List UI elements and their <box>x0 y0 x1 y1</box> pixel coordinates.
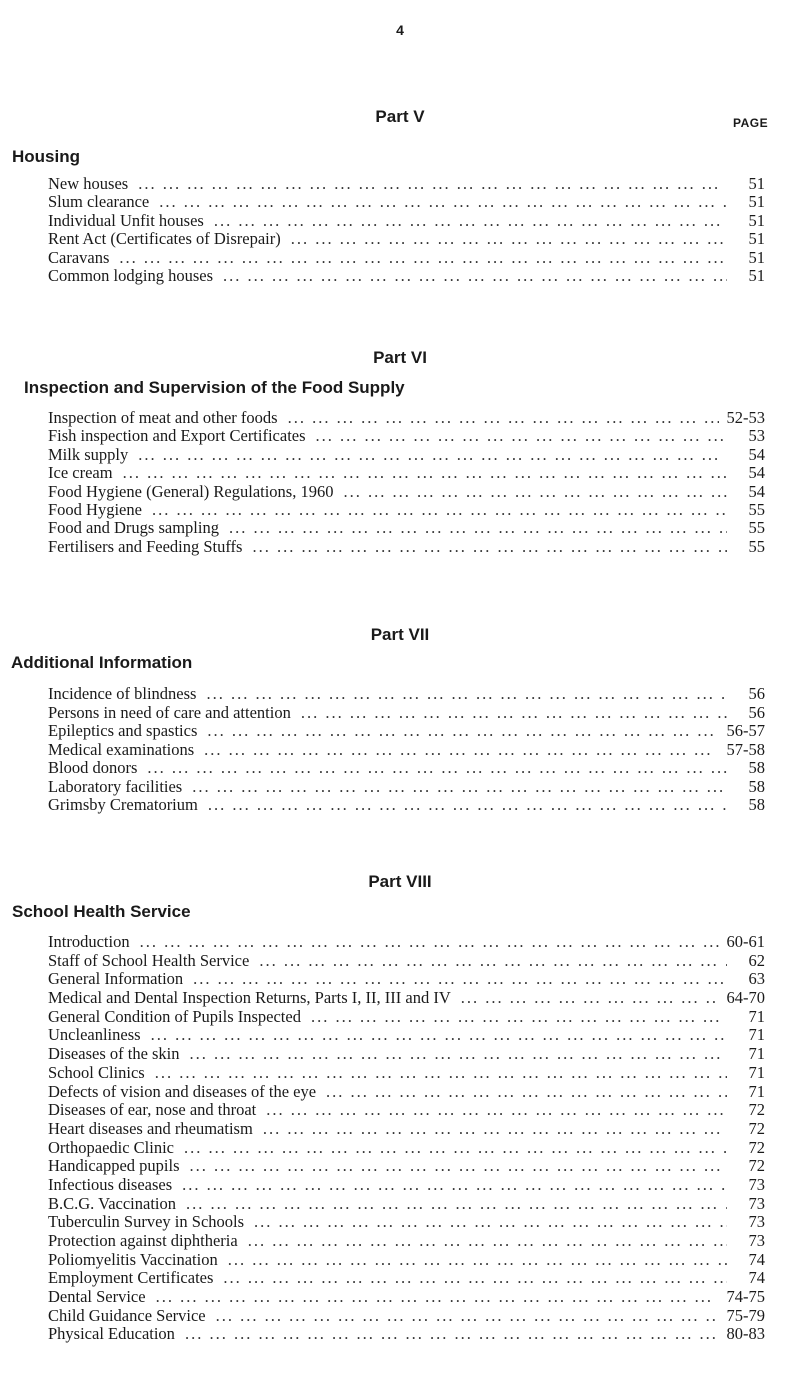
toc-entry-label: Caravans <box>48 247 110 267</box>
toc-entry <box>48 249 765 267</box>
toc-entry-label: Defects of vision and diseases of the eye <box>48 1081 317 1101</box>
toc-entry-page: 51 <box>748 265 765 285</box>
toc-entry-label: Medical examinations <box>48 739 195 759</box>
toc-entry <box>48 1307 765 1326</box>
toc-entry <box>48 1064 765 1083</box>
dot-leader <box>192 778 727 796</box>
toc-entry-label: Tuberculin Survey in Schools <box>48 1212 245 1232</box>
toc-entry-page: 73 <box>748 1174 765 1194</box>
dot-leader <box>316 427 727 445</box>
dot-leader <box>254 1213 727 1231</box>
dot-leader <box>159 193 727 211</box>
dot-leader <box>263 1120 727 1138</box>
toc-entry <box>48 778 765 797</box>
section-heading-housing: Housing <box>12 147 80 166</box>
toc-entry-label: Poliomyelitis Vaccination <box>48 1249 218 1269</box>
toc-entry <box>48 1157 765 1176</box>
toc-entry-label: Heart diseases and rheumatism <box>48 1118 253 1138</box>
toc-entry-page: 71 <box>748 1062 765 1082</box>
toc-entry-page: 71 <box>748 1081 765 1101</box>
toc-entry-page: 75-79 <box>726 1305 765 1325</box>
dot-leader <box>204 741 718 759</box>
toc-list-additional-info <box>48 685 765 815</box>
toc-entry-label: Employment Certificates <box>48 1268 214 1288</box>
toc-entry-label: Medical and Dental Inspection Returns, Parts I, II, III and IV <box>48 988 451 1008</box>
toc-entry <box>48 519 765 537</box>
toc-entry-label: Food Hygiene <box>48 499 142 519</box>
toc-entry <box>48 175 765 193</box>
dot-leader <box>140 933 719 951</box>
page-column-label: PAGE <box>733 116 769 130</box>
dot-leader <box>266 1101 727 1119</box>
toc-entry-page: 51 <box>748 229 765 249</box>
toc-entry-label: General Condition of Pupils Inspected <box>48 1006 301 1026</box>
toc-list-housing <box>48 175 765 285</box>
toc-entry <box>48 409 765 427</box>
toc-entry <box>48 741 765 760</box>
toc-entry-label: Dental Service <box>48 1287 146 1307</box>
toc-entry-page: 51 <box>748 192 765 212</box>
toc-list-food-supply <box>48 409 765 556</box>
toc-entry <box>48 1139 765 1158</box>
toc-entry-page: 64-70 <box>726 988 765 1008</box>
toc-entry <box>48 989 765 1008</box>
toc-entry <box>48 685 765 704</box>
toc-entry-label: Fish inspection and Export Certificates <box>48 426 306 446</box>
toc-entry <box>48 704 765 723</box>
dot-leader <box>206 685 727 703</box>
toc-entry-label: Diseases of the skin <box>48 1044 180 1064</box>
toc-entry <box>48 1120 765 1139</box>
dot-leader <box>291 230 727 248</box>
toc-entry <box>48 483 765 501</box>
toc-entry-page: 73 <box>748 1193 765 1213</box>
toc-entry-page: 74-75 <box>726 1287 765 1307</box>
toc-entry <box>48 796 765 815</box>
toc-entry-page: 51 <box>748 210 765 230</box>
section-heading-food-supply: Inspection and Supervision of the Food Supply <box>24 378 405 397</box>
toc-entry-label: Inspection of meat and other foods <box>48 408 278 427</box>
toc-entry-label: Persons in need of care and attention <box>48 702 291 722</box>
toc-entry-page: 56-57 <box>726 721 765 740</box>
dot-leader <box>152 501 727 519</box>
toc-entry-label: Physical Education <box>48 1324 175 1344</box>
toc-entry <box>48 446 765 464</box>
dot-leader <box>311 1008 727 1026</box>
toc-entry-page: 51 <box>748 174 765 193</box>
dot-leader <box>301 704 727 722</box>
dot-leader <box>190 1157 727 1175</box>
toc-entry-label: Fertilisers and Feeding Stuffs <box>48 536 243 556</box>
toc-entry <box>48 212 765 230</box>
dot-leader <box>123 464 727 482</box>
toc-entry <box>48 1083 765 1102</box>
toc-entry-label: Child Guidance Service <box>48 1305 206 1325</box>
toc-entry-label: Uncleanliness <box>48 1025 141 1045</box>
toc-entry-page: 52-53 <box>726 408 765 427</box>
toc-entry-label: Epileptics and spastics <box>48 721 198 740</box>
toc-entry <box>48 933 765 952</box>
toc-entry-page: 72 <box>748 1100 765 1120</box>
dot-leader <box>288 409 719 427</box>
toc-entry-page: 63 <box>748 969 765 989</box>
dot-leader <box>185 1325 719 1343</box>
dot-leader <box>151 1026 727 1044</box>
toc-entry <box>48 970 765 989</box>
toc-entry <box>48 1269 765 1288</box>
toc-entry-page: 58 <box>748 758 765 777</box>
dot-leader <box>259 952 727 970</box>
toc-entry <box>48 464 765 482</box>
dot-leader <box>119 249 727 267</box>
toc-entry-label: Slum clearance <box>48 192 150 212</box>
toc-entry <box>48 538 765 556</box>
toc-entry-page: 55 <box>748 536 765 556</box>
toc-entry <box>48 1288 765 1307</box>
toc-entry-label: Milk supply <box>48 444 129 464</box>
dot-leader <box>214 212 727 230</box>
toc-entry-label: Handicapped pupils <box>48 1156 180 1176</box>
toc-entry-label: Individual Unfit houses <box>48 210 204 230</box>
toc-entry-page: 54 <box>748 481 765 501</box>
section-heading-additional-info: Additional Information <box>11 653 193 672</box>
toc-entry <box>48 230 765 248</box>
dot-leader <box>190 1045 727 1063</box>
dot-leader <box>223 267 727 285</box>
toc-entry-label: Orthopaedic Clinic <box>48 1137 175 1157</box>
toc-entry <box>48 759 765 778</box>
toc-entry-page: 54 <box>748 444 765 464</box>
toc-entry-label: Rent Act (Certificates of Disrepair) <box>48 229 281 249</box>
toc-entry <box>48 1213 765 1232</box>
dot-leader <box>184 1139 727 1157</box>
dot-leader <box>229 519 727 537</box>
toc-entry-page: 71 <box>748 1006 765 1026</box>
toc-entry-page: 56 <box>748 702 765 722</box>
toc-entry-page: 73 <box>748 1212 765 1232</box>
toc-entry-page: 51 <box>748 247 765 267</box>
toc-entry <box>48 952 765 971</box>
toc-entry-page: 71 <box>748 1044 765 1064</box>
toc-entry <box>48 427 765 445</box>
dot-leader <box>461 989 719 1007</box>
toc-entry-label: Food and Drugs sampling <box>48 518 219 538</box>
toc-entry-label: Incidence of blindness <box>48 684 197 703</box>
dot-leader <box>193 970 727 988</box>
part-title-vi: Part VI <box>373 348 427 367</box>
toc-entry-page: 72 <box>748 1137 765 1157</box>
section-heading-school-health: School Health Service <box>12 902 191 921</box>
dot-leader <box>156 1288 719 1306</box>
toc-entry-page: 74 <box>748 1268 765 1288</box>
dot-leader <box>252 538 727 556</box>
dot-leader <box>326 1083 727 1101</box>
toc-entry-page: 73 <box>748 1231 765 1250</box>
dot-leader <box>343 483 727 501</box>
page-number: 4 <box>396 22 404 38</box>
toc-entry-label: School Clinics <box>48 1062 145 1082</box>
toc-entry-label: Food Hygiene (General) Regulations, 1960 <box>48 481 334 501</box>
dot-leader <box>223 1269 727 1287</box>
toc-entry-label: Introduction <box>48 932 130 951</box>
dot-leader <box>155 1064 727 1082</box>
toc-entry <box>48 722 765 741</box>
toc-entry-page: 58 <box>748 795 765 814</box>
toc-entry-page: 54 <box>748 463 765 483</box>
dot-leader <box>147 759 727 777</box>
toc-entry <box>48 501 765 519</box>
toc-entry-label: Protection against diphtheria <box>48 1231 238 1250</box>
toc-entry-page: 57-58 <box>726 739 765 759</box>
toc-entry-page: 72 <box>748 1118 765 1138</box>
toc-entry-page: 56 <box>748 684 765 703</box>
dot-leader <box>248 1232 727 1250</box>
dot-leader <box>138 175 727 193</box>
toc-entry <box>48 1176 765 1195</box>
dot-leader <box>216 1307 719 1325</box>
dot-leader <box>208 796 727 814</box>
toc-entry-label: Laboratory facilities <box>48 776 183 796</box>
toc-entry-label: New houses <box>48 174 129 193</box>
part-title-vii: Part VII <box>370 625 430 644</box>
toc-entry-label: Staff of School Health Service <box>48 950 250 970</box>
toc-entry-page: 62 <box>748 950 765 970</box>
toc-entry-label: B.C.G. Vaccination <box>48 1193 177 1213</box>
toc-entry-label: Diseases of ear, nose and throat <box>48 1100 257 1120</box>
toc-entry-page: 60-61 <box>726 932 765 951</box>
toc-entry-label: Blood donors <box>48 758 138 777</box>
toc-entry <box>48 1232 765 1251</box>
toc-entry <box>48 1195 765 1214</box>
toc-entry <box>48 267 765 285</box>
toc-entry-label: Common lodging houses <box>48 265 214 285</box>
toc-entry-page: 58 <box>748 776 765 796</box>
toc-entry-page: 53 <box>748 426 765 446</box>
toc-entry-page: 55 <box>748 518 765 538</box>
toc-entry <box>48 1251 765 1270</box>
toc-entry-label: Grimsby Crematorium <box>48 795 198 814</box>
toc-entry <box>48 1026 765 1045</box>
dot-leader <box>186 1195 727 1213</box>
toc-entry <box>48 1325 765 1344</box>
dot-leader <box>207 722 718 740</box>
toc-entry-page: 80-83 <box>726 1324 765 1344</box>
toc-entry-page: 55 <box>748 499 765 519</box>
toc-entry <box>48 1008 765 1027</box>
toc-list-school-health <box>48 933 765 1344</box>
toc-entry-page: 74 <box>748 1249 765 1269</box>
toc-entry-page: 72 <box>748 1156 765 1176</box>
dot-leader <box>228 1251 727 1269</box>
toc-entry <box>48 1045 765 1064</box>
toc-entry-label: Infectious diseases <box>48 1174 173 1194</box>
toc-entry <box>48 193 765 211</box>
dot-leader <box>182 1176 727 1194</box>
toc-entry-label: General Information <box>48 969 184 989</box>
dot-leader <box>138 446 727 464</box>
toc-entry-label: Ice cream <box>48 463 113 483</box>
toc-entry <box>48 1101 765 1120</box>
toc-entry-page: 71 <box>748 1025 765 1045</box>
part-title-viii: Part VIII <box>368 872 432 891</box>
part-title-v: Part V <box>375 107 425 126</box>
